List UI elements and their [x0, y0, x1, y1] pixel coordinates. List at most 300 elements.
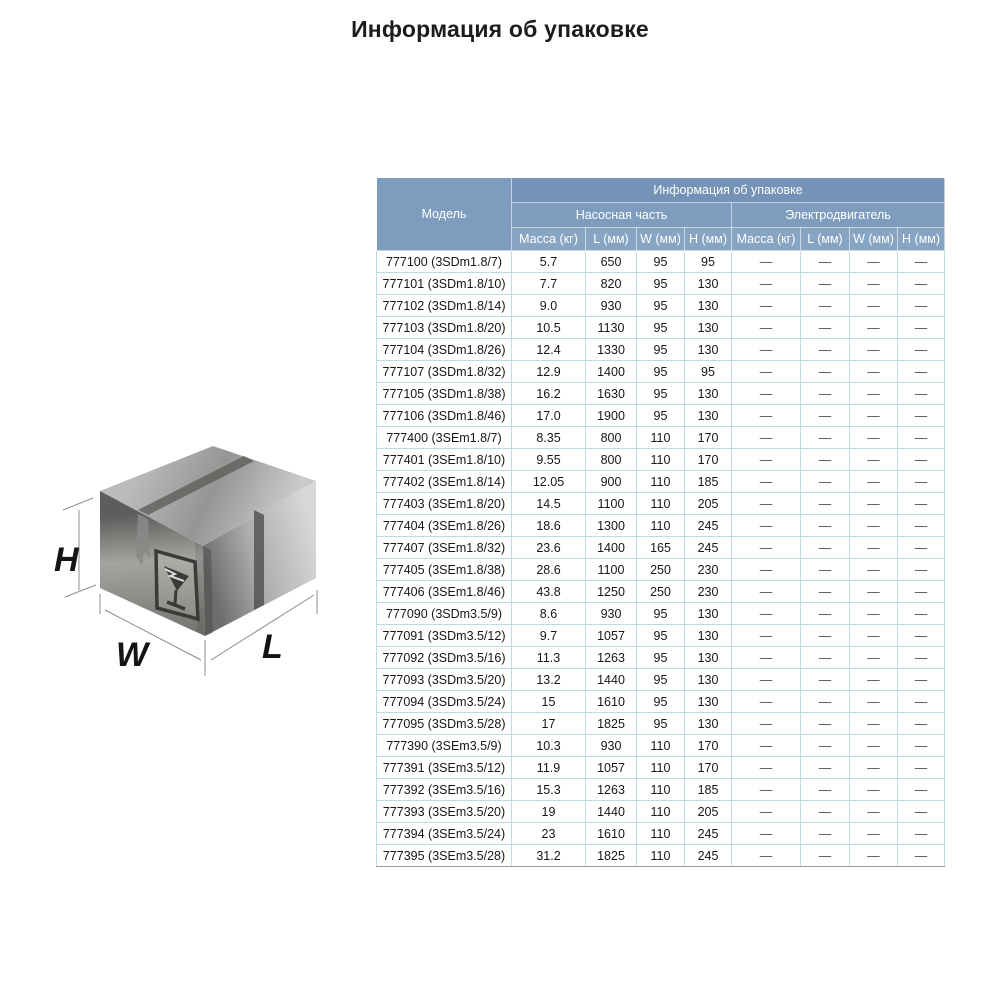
- value-cell: 170: [685, 427, 732, 449]
- value-cell: 1610: [586, 691, 637, 713]
- model-cell: 777406 (3SEm1.8/46): [377, 581, 512, 603]
- value-cell: 10.3: [512, 735, 586, 757]
- model-cell: 777402 (3SEm1.8/14): [377, 471, 512, 493]
- value-cell: —: [732, 449, 801, 471]
- value-cell: 95: [637, 713, 685, 735]
- value-cell: —: [850, 669, 898, 691]
- table-row: [377, 713, 945, 735]
- motor-width-header: W (мм): [850, 228, 898, 251]
- value-cell: 110: [637, 845, 685, 867]
- value-cell: —: [850, 295, 898, 317]
- value-cell: 130: [685, 339, 732, 361]
- value-cell: 250: [637, 559, 685, 581]
- model-cell: 777392 (3SEm3.5/16): [377, 779, 512, 801]
- value-cell: —: [801, 669, 850, 691]
- model-cell: 777107 (3SDm1.8/32): [377, 361, 512, 383]
- fragile-glass-icon: [156, 551, 198, 619]
- value-cell: 170: [685, 757, 732, 779]
- value-cell: —: [898, 273, 945, 295]
- value-cell: —: [898, 251, 945, 273]
- value-cell: —: [801, 581, 850, 603]
- value-cell: —: [850, 339, 898, 361]
- value-cell: 1825: [586, 713, 637, 735]
- value-cell: —: [850, 273, 898, 295]
- value-cell: 130: [685, 647, 732, 669]
- value-cell: 205: [685, 493, 732, 515]
- value-cell: 1100: [586, 559, 637, 581]
- table-row: [377, 581, 945, 603]
- value-cell: —: [801, 779, 850, 801]
- value-cell: 250: [637, 581, 685, 603]
- value-cell: 95: [637, 647, 685, 669]
- value-cell: —: [898, 427, 945, 449]
- packaging-table: [376, 177, 945, 867]
- motor-height-header: H (мм): [898, 228, 945, 251]
- value-cell: 130: [685, 273, 732, 295]
- value-cell: 110: [637, 757, 685, 779]
- table-row: [377, 493, 945, 515]
- value-cell: 1825: [586, 845, 637, 867]
- value-cell: 170: [685, 735, 732, 757]
- tape-strap-right-face: [254, 510, 264, 610]
- value-cell: —: [801, 317, 850, 339]
- value-cell: 170: [685, 449, 732, 471]
- model-cell: 777394 (3SEm3.5/24): [377, 823, 512, 845]
- table-row: [377, 823, 945, 845]
- value-cell: 1263: [586, 647, 637, 669]
- value-cell: 820: [586, 273, 637, 295]
- table-row: [377, 757, 945, 779]
- motor-group-header: Электродвигатель: [732, 203, 945, 228]
- value-cell: —: [898, 449, 945, 471]
- value-cell: 110: [637, 515, 685, 537]
- value-cell: —: [850, 515, 898, 537]
- model-column-header: Модель: [377, 178, 512, 251]
- model-cell: 777103 (3SDm1.8/20): [377, 317, 512, 339]
- value-cell: 205: [685, 801, 732, 823]
- value-cell: —: [850, 845, 898, 867]
- value-cell: —: [732, 757, 801, 779]
- value-cell: —: [732, 801, 801, 823]
- table-row: [377, 625, 945, 647]
- value-cell: 1300: [586, 515, 637, 537]
- value-cell: —: [850, 251, 898, 273]
- value-cell: —: [850, 471, 898, 493]
- value-cell: —: [732, 427, 801, 449]
- table-row: [377, 361, 945, 383]
- value-cell: 8.35: [512, 427, 586, 449]
- value-cell: 11.9: [512, 757, 586, 779]
- value-cell: 9.7: [512, 625, 586, 647]
- value-cell: 14.5: [512, 493, 586, 515]
- value-cell: —: [850, 647, 898, 669]
- value-cell: 1630: [586, 383, 637, 405]
- value-cell: —: [732, 493, 801, 515]
- value-cell: 1440: [586, 669, 637, 691]
- value-cell: 95: [637, 273, 685, 295]
- value-cell: 9.0: [512, 295, 586, 317]
- value-cell: —: [850, 823, 898, 845]
- value-cell: —: [801, 603, 850, 625]
- value-cell: 245: [685, 845, 732, 867]
- value-cell: —: [732, 581, 801, 603]
- model-cell: 777091 (3SDm3.5/12): [377, 625, 512, 647]
- value-cell: —: [898, 823, 945, 845]
- table-row: [377, 405, 945, 427]
- value-cell: 28.6: [512, 559, 586, 581]
- model-cell: 777407 (3SEm1.8/32): [377, 537, 512, 559]
- value-cell: 130: [685, 603, 732, 625]
- value-cell: —: [801, 273, 850, 295]
- table-row: [377, 251, 945, 273]
- value-cell: 95: [637, 317, 685, 339]
- table-row: [377, 537, 945, 559]
- value-cell: 110: [637, 823, 685, 845]
- pump-length-header: L (мм): [586, 228, 637, 251]
- value-cell: —: [898, 581, 945, 603]
- value-cell: 1900: [586, 405, 637, 427]
- model-cell: 777095 (3SDm3.5/28): [377, 713, 512, 735]
- value-cell: —: [898, 493, 945, 515]
- value-cell: —: [850, 383, 898, 405]
- value-cell: 15.3: [512, 779, 586, 801]
- model-cell: 777101 (3SDm1.8/10): [377, 273, 512, 295]
- value-cell: —: [801, 449, 850, 471]
- value-cell: —: [850, 405, 898, 427]
- value-cell: —: [801, 427, 850, 449]
- value-cell: 230: [685, 559, 732, 581]
- table-row: [377, 603, 945, 625]
- value-cell: 130: [685, 295, 732, 317]
- value-cell: 230: [685, 581, 732, 603]
- value-cell: —: [850, 449, 898, 471]
- value-cell: 1400: [586, 537, 637, 559]
- value-cell: —: [732, 537, 801, 559]
- value-cell: —: [850, 713, 898, 735]
- value-cell: 95: [637, 295, 685, 317]
- value-cell: 130: [685, 383, 732, 405]
- value-cell: 650: [586, 251, 637, 273]
- table-row: [377, 449, 945, 471]
- value-cell: —: [850, 361, 898, 383]
- table-header: [377, 178, 945, 251]
- value-cell: —: [898, 669, 945, 691]
- value-cell: 95: [637, 625, 685, 647]
- value-cell: —: [850, 801, 898, 823]
- value-cell: 43.8: [512, 581, 586, 603]
- value-cell: —: [732, 625, 801, 647]
- value-cell: —: [898, 515, 945, 537]
- value-cell: 800: [586, 427, 637, 449]
- value-cell: —: [732, 647, 801, 669]
- value-cell: —: [801, 559, 850, 581]
- value-cell: 130: [685, 713, 732, 735]
- value-cell: 165: [637, 537, 685, 559]
- value-cell: —: [732, 735, 801, 757]
- value-cell: —: [850, 581, 898, 603]
- model-cell: 777405 (3SEm1.8/38): [377, 559, 512, 581]
- value-cell: —: [801, 823, 850, 845]
- value-cell: 10.5: [512, 317, 586, 339]
- value-cell: —: [732, 383, 801, 405]
- value-cell: —: [898, 383, 945, 405]
- value-cell: 1330: [586, 339, 637, 361]
- value-cell: —: [732, 471, 801, 493]
- value-cell: 23.6: [512, 537, 586, 559]
- value-cell: 95: [637, 383, 685, 405]
- model-cell: 777395 (3SEm3.5/28): [377, 845, 512, 867]
- value-cell: —: [850, 559, 898, 581]
- model-cell: 777403 (3SEm1.8/20): [377, 493, 512, 515]
- value-cell: 245: [685, 515, 732, 537]
- model-cell: 777090 (3SDm3.5/9): [377, 603, 512, 625]
- model-cell: 777401 (3SEm1.8/10): [377, 449, 512, 471]
- value-cell: 110: [637, 493, 685, 515]
- value-cell: 110: [637, 427, 685, 449]
- value-cell: 7.7: [512, 273, 586, 295]
- value-cell: —: [898, 471, 945, 493]
- model-cell: 777404 (3SEm1.8/26): [377, 515, 512, 537]
- value-cell: —: [898, 691, 945, 713]
- value-cell: —: [898, 647, 945, 669]
- pump-height-header: H (мм): [685, 228, 732, 251]
- value-cell: —: [801, 757, 850, 779]
- value-cell: 17.0: [512, 405, 586, 427]
- value-cell: 95: [685, 251, 732, 273]
- package-box-illustration: [48, 418, 344, 714]
- value-cell: 95: [637, 339, 685, 361]
- model-cell: 777104 (3SDm1.8/26): [377, 339, 512, 361]
- value-cell: —: [732, 559, 801, 581]
- model-cell: 777100 (3SDm1.8/7): [377, 251, 512, 273]
- value-cell: —: [898, 559, 945, 581]
- value-cell: 19: [512, 801, 586, 823]
- value-cell: 1100: [586, 493, 637, 515]
- value-cell: —: [732, 339, 801, 361]
- value-cell: —: [801, 471, 850, 493]
- value-cell: 1400: [586, 361, 637, 383]
- value-cell: 1130: [586, 317, 637, 339]
- value-cell: 23: [512, 823, 586, 845]
- value-cell: —: [801, 625, 850, 647]
- value-cell: 1263: [586, 779, 637, 801]
- value-cell: —: [898, 801, 945, 823]
- value-cell: 130: [685, 405, 732, 427]
- table-row: [377, 779, 945, 801]
- value-cell: 930: [586, 295, 637, 317]
- value-cell: 17: [512, 713, 586, 735]
- value-cell: 95: [637, 361, 685, 383]
- value-cell: —: [732, 669, 801, 691]
- model-cell: 777102 (3SDm1.8/14): [377, 295, 512, 317]
- value-cell: —: [732, 603, 801, 625]
- table-row: [377, 801, 945, 823]
- value-cell: 95: [637, 405, 685, 427]
- value-cell: —: [850, 603, 898, 625]
- value-cell: —: [732, 317, 801, 339]
- value-cell: 930: [586, 603, 637, 625]
- value-cell: 15: [512, 691, 586, 713]
- value-cell: 12.05: [512, 471, 586, 493]
- model-cell: 777106 (3SDm1.8/46): [377, 405, 512, 427]
- value-cell: —: [801, 383, 850, 405]
- value-cell: 12.9: [512, 361, 586, 383]
- value-cell: —: [898, 361, 945, 383]
- value-cell: 800: [586, 449, 637, 471]
- value-cell: 245: [685, 823, 732, 845]
- value-cell: 18.6: [512, 515, 586, 537]
- value-cell: 130: [685, 669, 732, 691]
- model-cell: 777094 (3SDm3.5/24): [377, 691, 512, 713]
- table-row: [377, 273, 945, 295]
- value-cell: 110: [637, 449, 685, 471]
- table-row: [377, 471, 945, 493]
- length-label: L: [262, 628, 283, 666]
- value-cell: —: [732, 713, 801, 735]
- value-cell: —: [732, 405, 801, 427]
- value-cell: —: [850, 493, 898, 515]
- value-cell: 16.2: [512, 383, 586, 405]
- value-cell: —: [801, 361, 850, 383]
- value-cell: 95: [637, 251, 685, 273]
- value-cell: —: [898, 339, 945, 361]
- value-cell: —: [801, 735, 850, 757]
- value-cell: —: [850, 537, 898, 559]
- h-tick-top: [63, 498, 93, 510]
- model-cell: 777393 (3SEm3.5/20): [377, 801, 512, 823]
- value-cell: —: [898, 845, 945, 867]
- h-tick-bottom: [65, 585, 96, 597]
- packaging-info-band: Информация об упаковке: [512, 178, 945, 203]
- motor-length-header: L (мм): [801, 228, 850, 251]
- table-row: [377, 427, 945, 449]
- value-cell: 95: [637, 669, 685, 691]
- value-cell: —: [732, 295, 801, 317]
- table-row: [377, 383, 945, 405]
- value-cell: —: [898, 295, 945, 317]
- value-cell: —: [801, 713, 850, 735]
- value-cell: —: [801, 493, 850, 515]
- value-cell: —: [850, 427, 898, 449]
- page-title: Информация об упаковке: [351, 16, 649, 42]
- value-cell: 1057: [586, 625, 637, 647]
- value-cell: —: [801, 515, 850, 537]
- value-cell: 110: [637, 801, 685, 823]
- value-cell: —: [898, 317, 945, 339]
- value-cell: —: [801, 339, 850, 361]
- table-row: [377, 339, 945, 361]
- value-cell: 245: [685, 537, 732, 559]
- value-cell: —: [732, 845, 801, 867]
- value-cell: —: [732, 515, 801, 537]
- table-row: [377, 669, 945, 691]
- value-cell: 110: [637, 779, 685, 801]
- value-cell: —: [850, 317, 898, 339]
- value-cell: 900: [586, 471, 637, 493]
- value-cell: 12.4: [512, 339, 586, 361]
- table-body: [377, 251, 945, 867]
- value-cell: —: [898, 537, 945, 559]
- value-cell: —: [801, 801, 850, 823]
- model-cell: 777390 (3SEm3.5/9): [377, 735, 512, 757]
- value-cell: —: [801, 647, 850, 669]
- value-cell: —: [898, 757, 945, 779]
- value-cell: —: [801, 295, 850, 317]
- width-label: W: [116, 636, 149, 674]
- value-cell: —: [898, 713, 945, 735]
- value-cell: —: [801, 845, 850, 867]
- value-cell: 185: [685, 471, 732, 493]
- value-cell: 9.55: [512, 449, 586, 471]
- value-cell: —: [801, 405, 850, 427]
- value-cell: —: [801, 251, 850, 273]
- value-cell: 110: [637, 471, 685, 493]
- value-cell: —: [898, 779, 945, 801]
- table-row: [377, 647, 945, 669]
- motor-mass-header: Масса (кг): [732, 228, 801, 251]
- table-row: [377, 515, 945, 537]
- value-cell: 8.6: [512, 603, 586, 625]
- value-cell: —: [732, 823, 801, 845]
- value-cell: —: [850, 735, 898, 757]
- value-cell: —: [898, 603, 945, 625]
- table-row: [377, 845, 945, 867]
- model-cell: 777093 (3SDm3.5/20): [377, 669, 512, 691]
- value-cell: —: [732, 691, 801, 713]
- height-label: H: [54, 541, 79, 579]
- value-cell: —: [898, 405, 945, 427]
- pump-part-group-header: Насосная часть: [512, 203, 732, 228]
- value-cell: —: [732, 361, 801, 383]
- model-cell: 777105 (3SDm1.8/38): [377, 383, 512, 405]
- value-cell: 130: [685, 625, 732, 647]
- value-cell: 13.2: [512, 669, 586, 691]
- value-cell: 95: [637, 691, 685, 713]
- pump-mass-header: Масса (кг): [512, 228, 586, 251]
- table-row: [377, 317, 945, 339]
- value-cell: 31.2: [512, 845, 586, 867]
- value-cell: 185: [685, 779, 732, 801]
- value-cell: 110: [637, 735, 685, 757]
- value-cell: 95: [685, 361, 732, 383]
- table-row: [377, 691, 945, 713]
- model-cell: 777400 (3SEm1.8/7): [377, 427, 512, 449]
- cardboard-box: [100, 446, 316, 636]
- value-cell: —: [850, 757, 898, 779]
- model-cell: 777391 (3SEm3.5/12): [377, 757, 512, 779]
- value-cell: 130: [685, 691, 732, 713]
- value-cell: —: [732, 273, 801, 295]
- model-cell: 777092 (3SDm3.5/16): [377, 647, 512, 669]
- value-cell: 11.3: [512, 647, 586, 669]
- value-cell: 930: [586, 735, 637, 757]
- value-cell: —: [898, 735, 945, 757]
- value-cell: —: [801, 537, 850, 559]
- value-cell: —: [850, 691, 898, 713]
- value-cell: 1057: [586, 757, 637, 779]
- value-cell: 1250: [586, 581, 637, 603]
- value-cell: 130: [685, 317, 732, 339]
- value-cell: —: [732, 779, 801, 801]
- value-cell: —: [898, 625, 945, 647]
- value-cell: —: [850, 779, 898, 801]
- value-cell: 95: [637, 603, 685, 625]
- table-row: [377, 735, 945, 757]
- value-cell: 1440: [586, 801, 637, 823]
- value-cell: 5.7: [512, 251, 586, 273]
- value-cell: 1610: [586, 823, 637, 845]
- table-row: [377, 295, 945, 317]
